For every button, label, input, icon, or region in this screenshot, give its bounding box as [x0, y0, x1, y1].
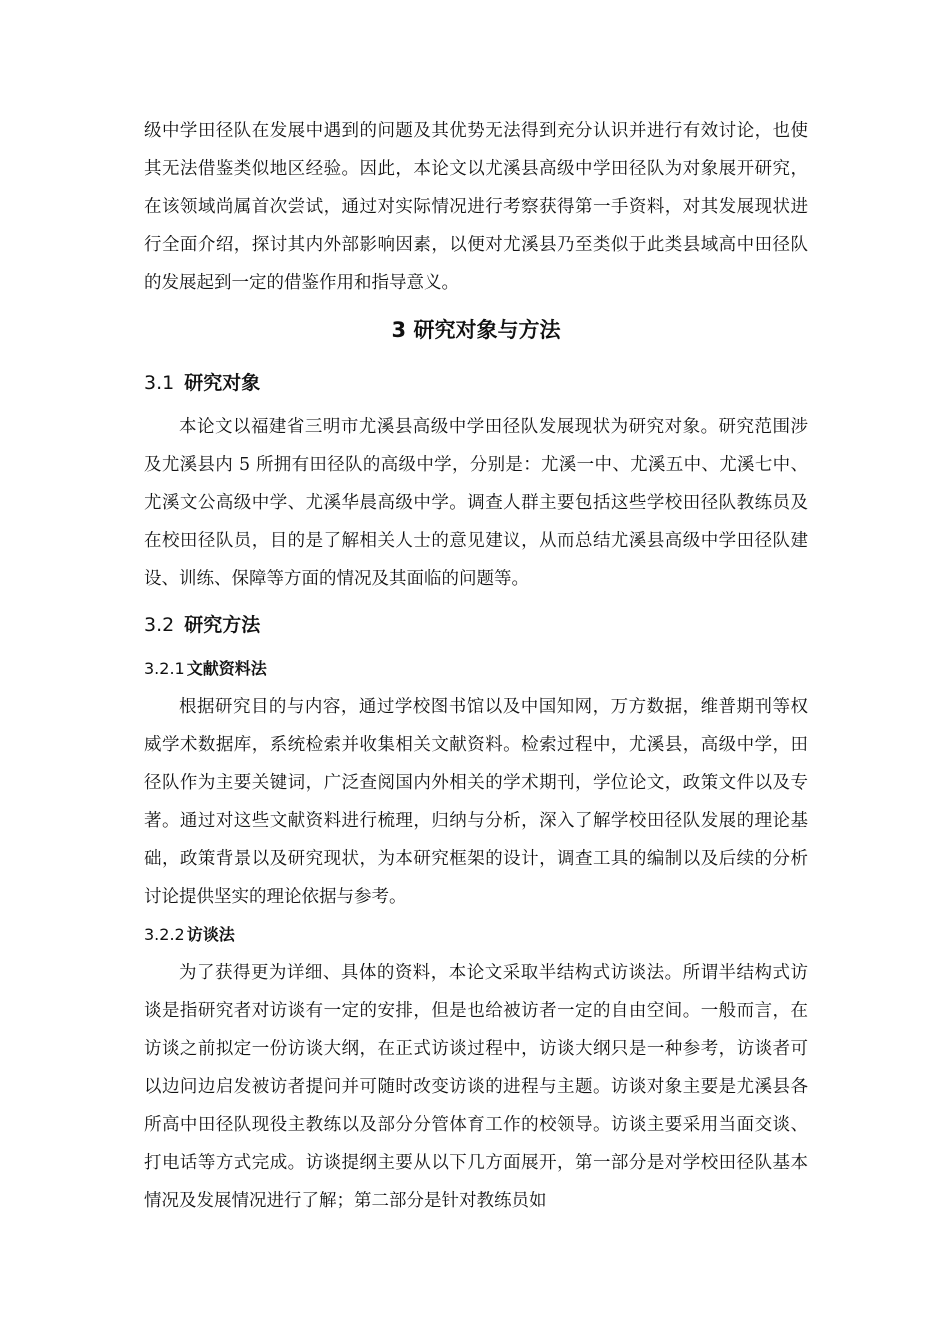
subsection-heading-3-2-2 — [144, 916, 808, 954]
chapter-title: 3 研究对象与方法 — [391, 318, 561, 342]
paragraph-research-object: 本论文以福建省三明市尤溪县高级中学田径队发展现状为研究对象。研究范围涉及尤溪县内 5 所拥有田径队的高级中学，分别是：尤溪一中、尤溪五中、尤溪七中、尤溪文公高级中学、尤溪华晨高级中学。调查人群主要包括这些学校田径队教练员及在校田径队员，目的是了解相关人士的意见建议，从而总结尤溪县高级中学田径队建设、训练、保障等方面的情况及其面临的问题等。 — [144, 417, 808, 589]
section-title: 研究对象 — [184, 372, 261, 394]
subsection-title: 文献资料法 — [186, 659, 267, 678]
paragraph-literature-method: 根据研究目的与内容，通过学校图书馆以及中国知网，万方数据，维普期刊等权威学术数据库，系统检索并收集相关文献资料。检索过程中，尤溪县，高级中学，田径队作为主要关键词，广泛查阅国内外相关的学术期刊，学位论文，政策文件以及专著。通过对这些文献资料进行梳理，归纳与分析，深入了解学校田径队发展的理论基础，政策背景以及研究现状，为本研究框架的设计，调查工具的编制以及后续的分析讨论提供坚实的理论依据与参考。 — [144, 697, 808, 907]
subsection-number: 3.2.2 — [144, 925, 185, 944]
page-content — [144, 112, 808, 1220]
section-number: 3.1 — [144, 372, 175, 394]
paragraph-interview-method: 为了获得更为详细、具体的资料，本论文采取半结构式访谈法。所谓半结构式访谈是指研究者对访谈有一定的安排，但是也给被访者一定的自由空间。一般而言，在访谈之前拟定一份访谈大纲，在正式访谈过程中，访谈大纲只是一种参考，访谈者可以边问边启发被访者提问并可随时改变访谈的进程与主题。访谈对象主要是尤溪县各所高中田径队现役主教练以及部分分管体育工作的校领导。访谈主要采用当面交谈、打电话等方式完成。访谈提纲主要从以下几方面展开，第一部分是对学校田径队基本情况及发展情况进行了解；第二部分是针对教练员如 — [144, 963, 808, 1211]
subsection-number: 3.2.1 — [144, 659, 185, 678]
section-number: 3.2 — [144, 614, 175, 636]
section-heading-3-1 — [144, 362, 808, 404]
section-title: 研究方法 — [184, 614, 261, 636]
subsection-heading-3-2-1 — [144, 650, 808, 688]
paragraph-intro-continued: 级中学田径队在发展中遇到的问题及其优势无法得到充分认识并进行有效讨论，也使其无法借鉴类似地区经验。因此，本论文以尤溪县高级中学田径队为对象展开研究，在该领域尚属首次尝试，通过对实际情况进行考察获得第一手资料，对其发展现状进行全面介绍，探讨其内外部影响因素，以便对尤溪县乃至类似于此类县域高中田径队的发展起到一定的借鉴作用和指导意义。 — [144, 121, 808, 293]
subsection-title: 访谈法 — [186, 925, 235, 944]
section-heading-3-2 — [144, 604, 808, 646]
